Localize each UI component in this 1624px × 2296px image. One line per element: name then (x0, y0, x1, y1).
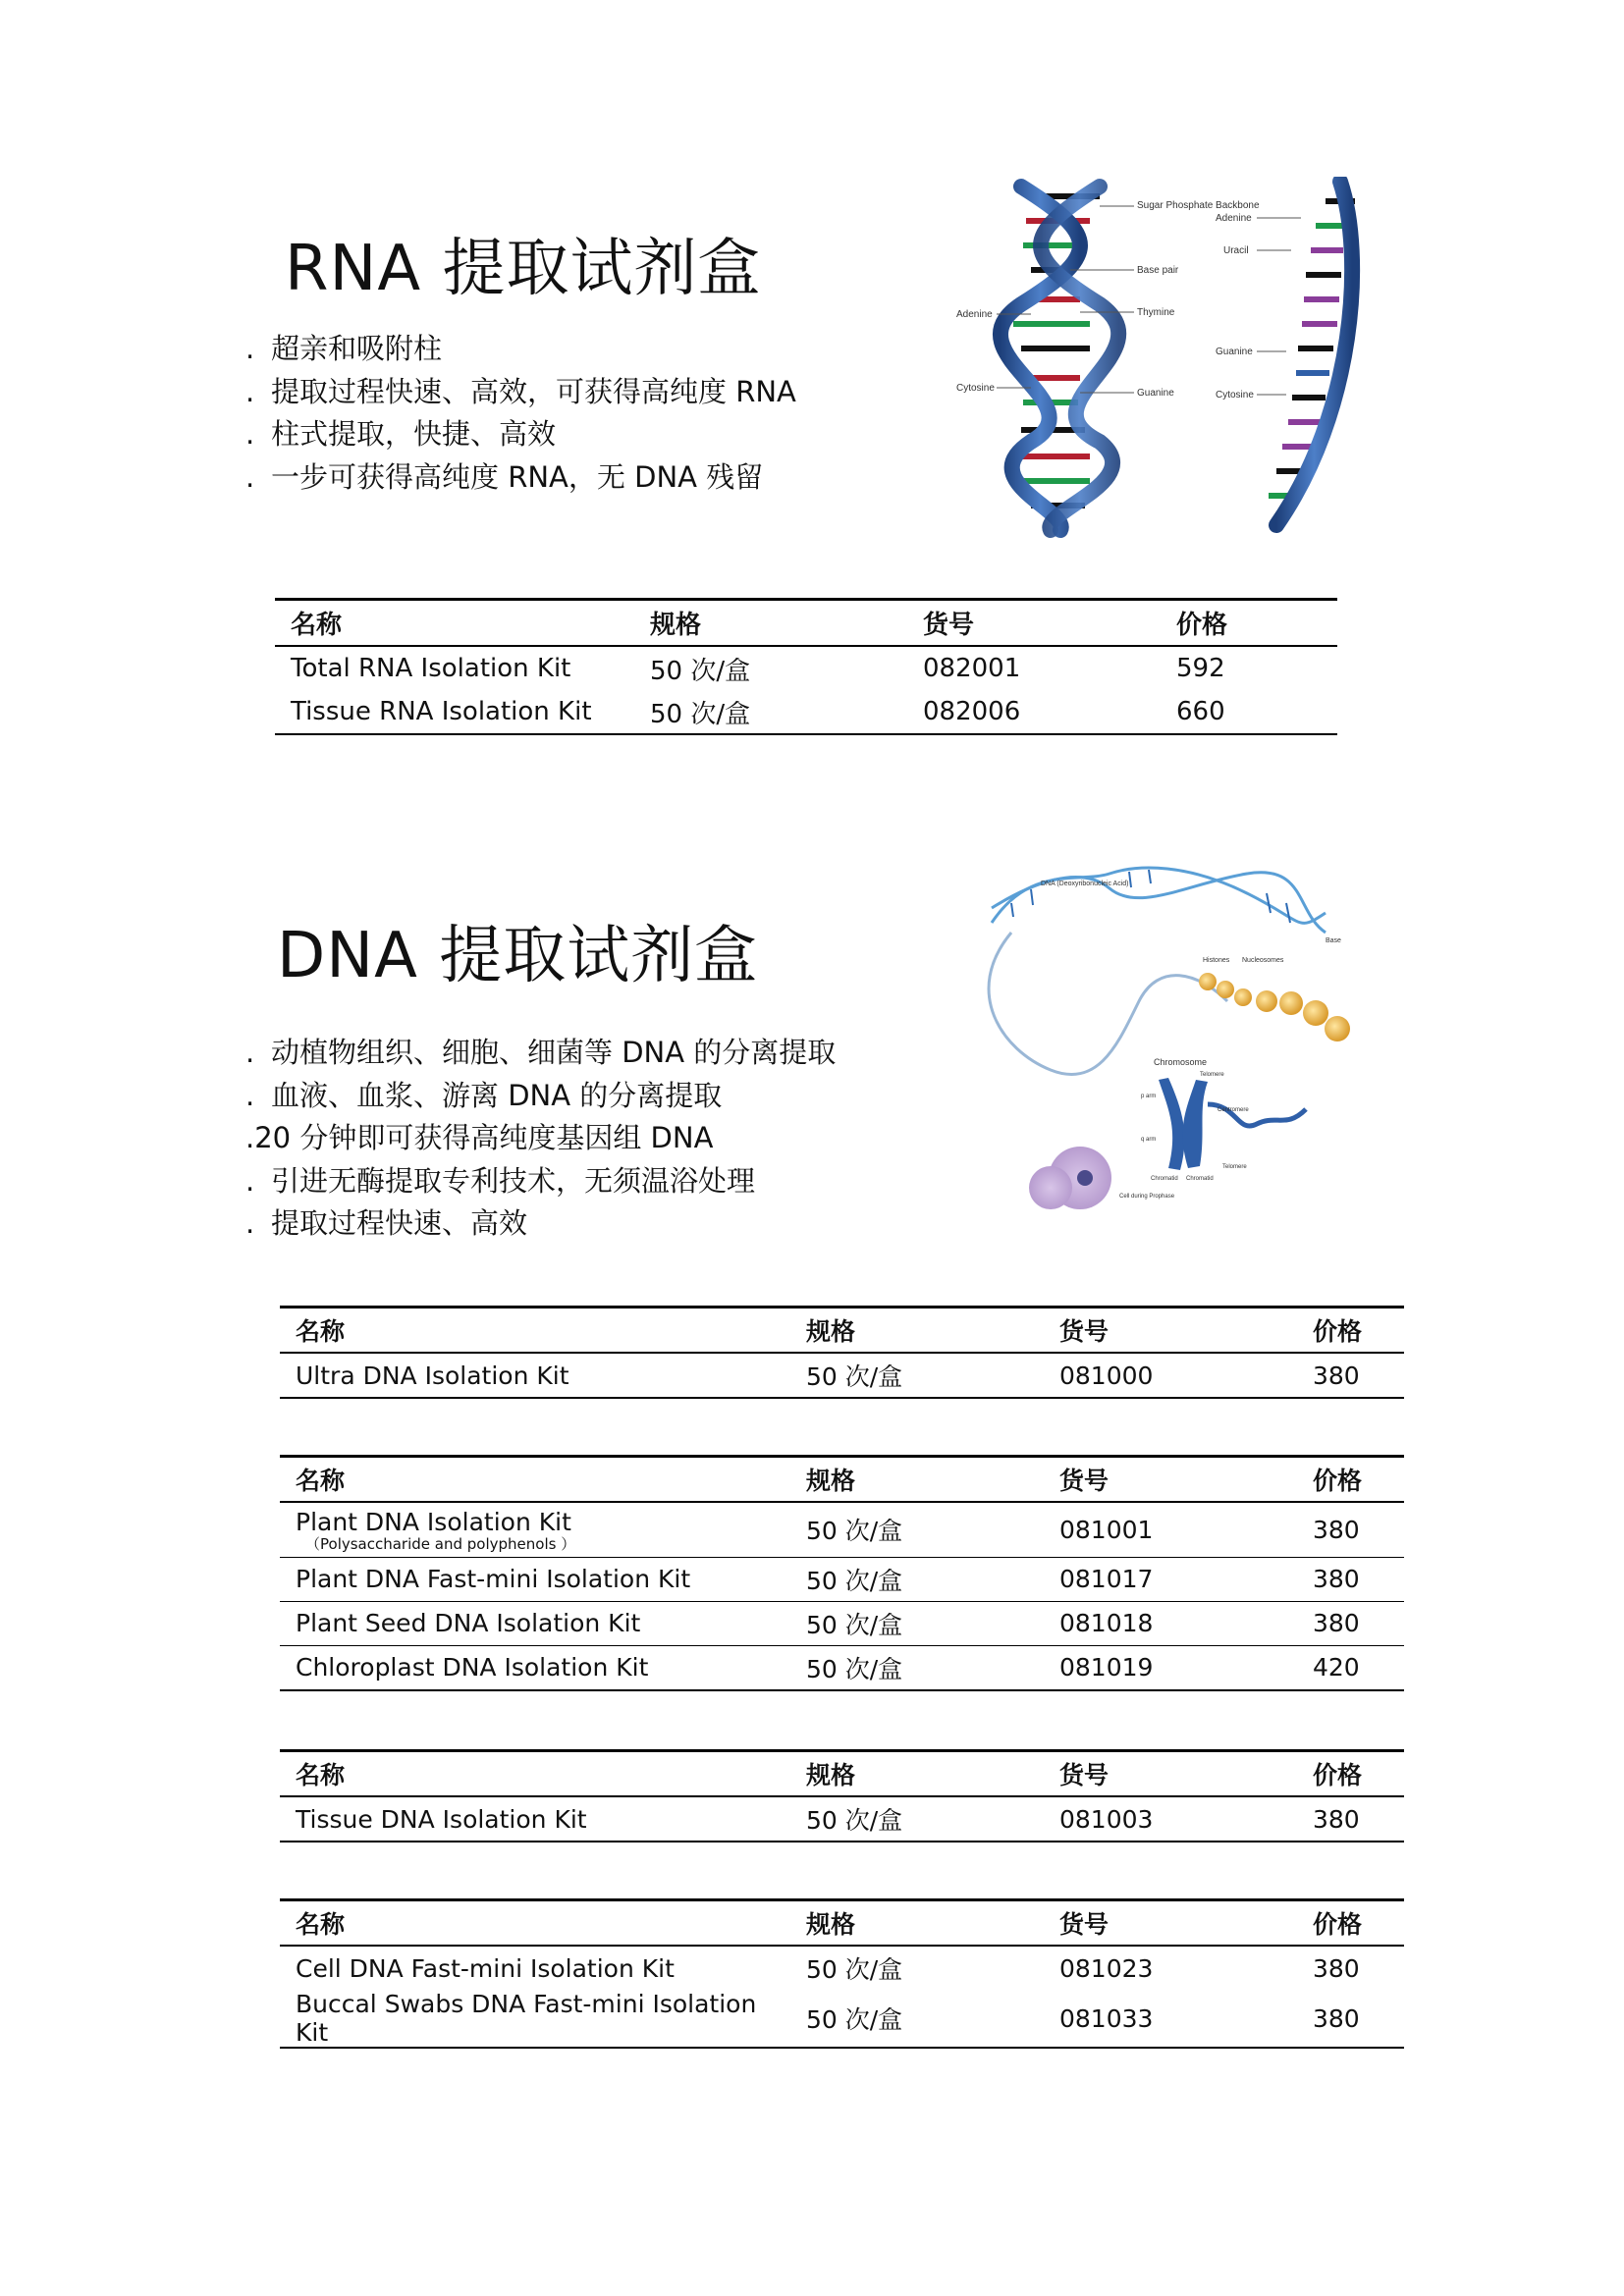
column-header-price: 价格 (1297, 1751, 1404, 1797)
diagram-label-telomere-2: Telomere (1222, 1164, 1247, 1170)
dna-helix-top (992, 868, 1326, 933)
table-row (280, 1353, 1404, 1398)
diagram-label-centromere: Centromere (1218, 1107, 1249, 1113)
diagram-label-cytosine: Cytosine (956, 383, 995, 394)
list-item: .20 分钟即可获得高纯度基因组 DNA (245, 1121, 714, 1154)
product-price: 380 (1297, 1990, 1404, 2048)
product-spec: 50 次/盒 (790, 1502, 1044, 1557)
product-code: 081000 (1044, 1353, 1297, 1398)
diagram-label-chromatid: Chromatid (1151, 1176, 1178, 1182)
column-header-name: 名称 (280, 1308, 790, 1354)
product-price: 660 (1161, 690, 1337, 734)
dna-product-table-2 (280, 1455, 1404, 1691)
product-code: 082006 (907, 690, 1161, 734)
product-name: Plant Seed DNA Isolation Kit (280, 1601, 790, 1645)
diagram-label-adenine: Adenine (956, 309, 993, 320)
column-header-price: 价格 (1297, 1308, 1404, 1354)
product-price: 380 (1297, 1557, 1404, 1601)
diagram-label-nucleosomes: Nucleosomes (1242, 957, 1284, 964)
diagram-label-uracil: Uracil (1223, 245, 1249, 256)
table-row (280, 1645, 1404, 1690)
table-row (275, 646, 1337, 690)
product-price: 380 (1313, 1953, 1360, 1983)
product-code: 081017 (1044, 1557, 1297, 1601)
product-note: （Polysaccharide and polyphenols ） (305, 1534, 576, 1553)
column-header-code: 货号 (907, 600, 1161, 647)
product-spec: 50 次/盒 (790, 1645, 1044, 1690)
rna-section-title: RNA 提取试剂盒 (285, 233, 762, 305)
list-item: . 提取过程快速、高效 (245, 1206, 528, 1240)
column-header-price: 价格 (1297, 1900, 1404, 1947)
product-name: Chloroplast DNA Isolation Kit (280, 1645, 790, 1690)
rna-feature-list (245, 328, 796, 499)
diagram-label-thymine: Thymine (1137, 307, 1175, 318)
diagram-label-q-arm: q arm (1141, 1137, 1157, 1143)
product-name: Tissue RNA Isolation Kit (275, 690, 634, 734)
product-name: Cell DNA Fast-mini Isolation Kit (296, 1953, 675, 1983)
table-row (280, 1557, 1404, 1601)
column-header-spec: 规格 (790, 1900, 1044, 1947)
diagram-label-base-pair: Base pair (1137, 265, 1179, 276)
product-price: 380 (1297, 1502, 1404, 1557)
product-spec: 50 次/盒 (790, 1990, 1044, 2048)
list-item: . 超亲和吸附柱 (245, 332, 443, 365)
diagram-label-chromosome: Chromosome (1154, 1057, 1208, 1067)
product-name: Ultra DNA Isolation Kit (280, 1353, 790, 1398)
list-item: . 柱式提取，快捷、高效 (245, 417, 557, 451)
product-name: Tissue DNA Isolation Kit (280, 1796, 790, 1842)
table-row (280, 1502, 1404, 1557)
column-header-spec: 规格 (790, 1308, 1044, 1354)
nucleosome-beads (1199, 973, 1350, 1041)
product-name: Total RNA Isolation Kit (291, 654, 571, 683)
rna-product-table (275, 598, 1337, 735)
column-header-spec: 规格 (790, 1751, 1044, 1797)
column-header-code: 货号 (1044, 1900, 1297, 1947)
product-spec: 50 次/盒 (790, 1353, 1044, 1398)
product-code: 082001 (923, 654, 1021, 683)
product-price: 420 (1297, 1645, 1404, 1690)
product-name: Plant DNA Isolation Kit (296, 1507, 571, 1536)
product-code: 081023 (1059, 1953, 1154, 1983)
product-price: 380 (1297, 1796, 1404, 1842)
diagram-label-histones: Histones (1203, 957, 1230, 964)
product-spec: 50 次/盒 (806, 1955, 903, 1984)
diagram-label-guanine: Guanine (1137, 388, 1174, 399)
dna-section-title: DNA 提取试剂盒 (277, 920, 759, 992)
product-spec: 50 次/盒 (650, 656, 751, 686)
list-item: . 一步可获得高纯度 RNA，无 DNA 残留 (245, 459, 764, 494)
product-price: 380 (1297, 1353, 1404, 1398)
column-header-price: 价格 (1161, 600, 1337, 647)
diagram-label-rna-guanine: Guanine (1216, 347, 1253, 357)
table-row (280, 1601, 1404, 1645)
product-spec: 50 次/盒 (790, 1796, 1044, 1842)
column-header-code: 货号 (1044, 1308, 1297, 1354)
column-header-price: 价格 (1297, 1457, 1404, 1503)
list-item: . 引进无酶提取专利技术，无须温浴处理 (245, 1163, 756, 1198)
product-code: 081019 (1044, 1645, 1297, 1690)
product-spec: 50 次/盒 (790, 1601, 1044, 1645)
dna-product-table-4 (280, 1898, 1404, 2049)
product-spec: 50 次/盒 (634, 690, 907, 734)
dna-product-table-1 (280, 1306, 1404, 1399)
product-spec: 50 次/盒 (790, 1557, 1044, 1601)
diagram-label-rna-cytosine: Cytosine (1216, 390, 1254, 400)
diagram-label-rna-adenine: Adenine (1216, 213, 1252, 224)
dna-rna-helix-illustration (952, 177, 1394, 540)
product-code: 081033 (1044, 1990, 1297, 2048)
column-header-name: 名称 (275, 600, 634, 647)
dna-feature-list (245, 1032, 836, 1246)
diagram-label-telomere: Telomere (1200, 1072, 1224, 1078)
table-row (280, 1946, 1404, 1990)
column-header-name: 名称 (280, 1900, 790, 1947)
chromosome-x (1159, 1078, 1208, 1170)
column-header-name: 名称 (280, 1751, 790, 1797)
product-name-cell (280, 1502, 790, 1557)
list-item: . 血液、血浆、游离 DNA 的分离提取 (245, 1078, 723, 1112)
chromatin-thread (989, 933, 1227, 1075)
diagram-label-base: Base (1326, 937, 1341, 944)
product-price: 592 (1176, 654, 1225, 683)
diagram-label-cell: Cell during Prophase (1119, 1194, 1175, 1200)
cell-illustration (1029, 1147, 1111, 1209)
diagram-label-dna: DNA (Deoxyribonucleic Acid) (1041, 881, 1129, 887)
column-header-name: 名称 (280, 1457, 790, 1503)
column-header-code: 货号 (1044, 1457, 1297, 1503)
diagram-label-chromatid: Chromatid (1186, 1176, 1214, 1182)
product-code: 081003 (1044, 1796, 1297, 1842)
column-header-spec: 规格 (790, 1457, 1044, 1503)
product-price: 380 (1297, 1601, 1404, 1645)
dna-product-table-3 (280, 1749, 1404, 1842)
product-code: 081018 (1044, 1601, 1297, 1645)
product-code: 081001 (1044, 1502, 1297, 1557)
diagram-label-sugar: Sugar Phosphate Backbone (1137, 200, 1260, 211)
diagram-label-p-arm: p arm (1141, 1094, 1157, 1099)
list-item: . 动植物组织、细胞、细菌等 DNA 的分离提取 (245, 1036, 837, 1069)
product-name: Plant DNA Fast-mini Isolation Kit (280, 1557, 790, 1601)
chromosome-illustration (972, 854, 1365, 1217)
table-row (275, 690, 1337, 734)
column-header-spec: 规格 (634, 600, 907, 647)
product-name: Buccal Swabs DNA Fast-mini Isolation Kit (280, 1990, 790, 2048)
column-header-code: 货号 (1044, 1751, 1297, 1797)
table-row (280, 1990, 1404, 2048)
table-row (280, 1796, 1404, 1842)
list-item: . 提取过程快速、高效，可获得高纯度 RNA (245, 374, 796, 408)
